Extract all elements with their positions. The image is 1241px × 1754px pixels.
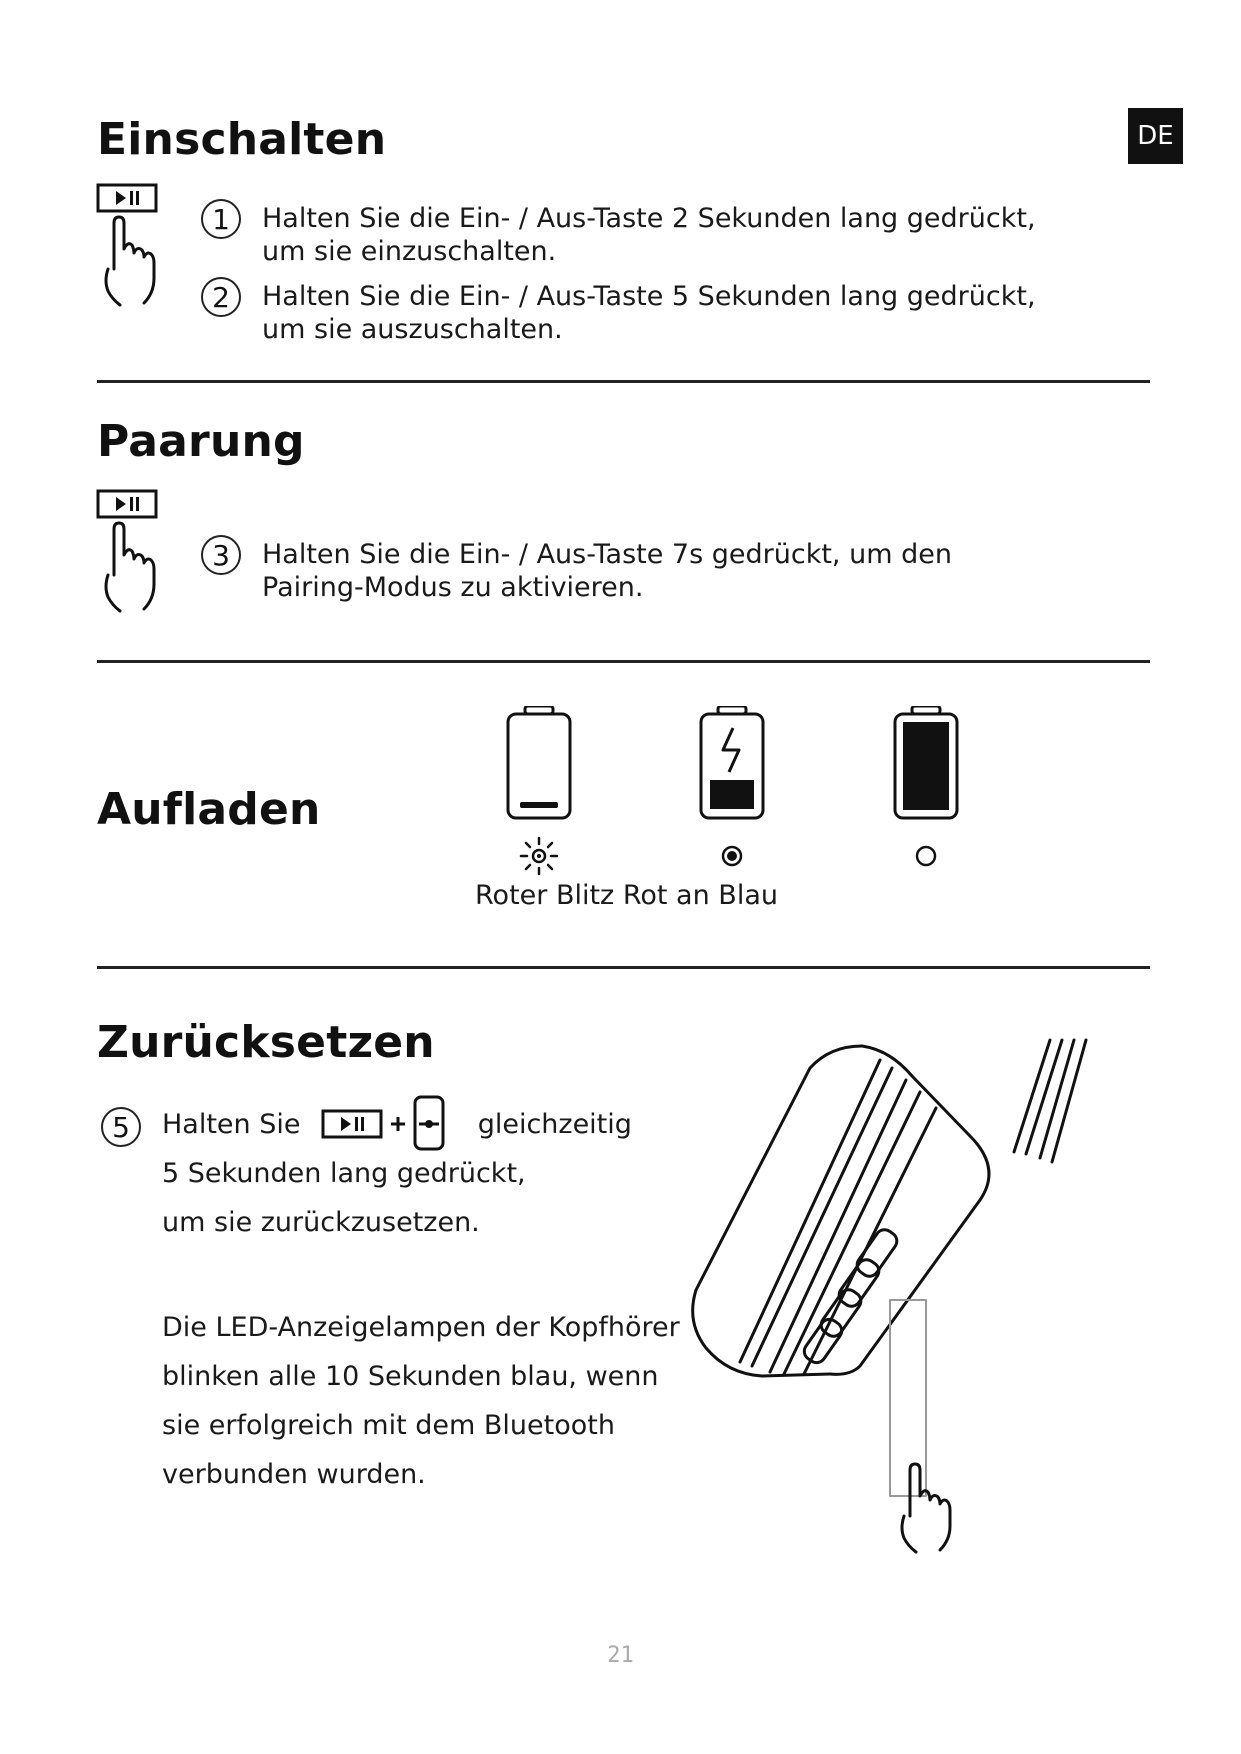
led-on-icon bbox=[723, 847, 741, 865]
step-1-text bbox=[262, 202, 1036, 268]
step-number-2: 2 bbox=[201, 277, 241, 317]
power-hand-illustration bbox=[96, 183, 166, 313]
step-2-line-2: um sie auszuschalten. bbox=[262, 314, 563, 345]
battery-full-icon bbox=[895, 706, 957, 818]
battery-empty-icon bbox=[508, 706, 570, 818]
step-2-text bbox=[262, 280, 1036, 346]
step-3-line-1: Halten Sie die Ein- / Aus-Taste 7s gedrückt, um den bbox=[262, 539, 952, 570]
reset-instructions bbox=[162, 1100, 632, 1247]
play-pause-button-icon bbox=[98, 185, 156, 211]
step-3-text bbox=[262, 538, 952, 604]
play-pause-button-icon bbox=[98, 491, 156, 517]
plus-icon bbox=[391, 1117, 405, 1131]
battery-charging-icon bbox=[701, 706, 763, 818]
step-1-line-2: um sie einzuschalten. bbox=[262, 236, 557, 267]
section-divider bbox=[97, 660, 1150, 663]
section-title-charging: Aufladen bbox=[97, 784, 321, 835]
headphone-earcup-illustration bbox=[680, 1032, 1100, 1572]
step-number-3: 3 bbox=[201, 535, 241, 575]
led-note-line-3: sie erfolgreich mit dem Bluetooth bbox=[162, 1410, 615, 1441]
led-note-line-1: Die LED-Anzeigelampen der Kopfhörer bbox=[162, 1312, 680, 1343]
reset-line-3: um sie zurückzusetzen. bbox=[162, 1207, 480, 1238]
section-title-reset: Zurücksetzen bbox=[97, 1017, 435, 1068]
pointing-hand-icon bbox=[106, 217, 154, 305]
reset-line-2: 5 Sekunden lang gedrückt, bbox=[162, 1158, 526, 1189]
language-badge: DE bbox=[1128, 108, 1183, 164]
led-note bbox=[162, 1303, 680, 1499]
reset-line-1 bbox=[162, 1100, 632, 1149]
charging-states-illustration bbox=[500, 706, 970, 876]
step-number-5: 5 bbox=[101, 1107, 141, 1147]
reset-line-1-start: Halten Sie bbox=[162, 1109, 301, 1140]
led-note-line-2: blinken alle 10 Sekunden blau, wenn bbox=[162, 1361, 659, 1392]
led-note-line-4: verbunden wurden. bbox=[162, 1459, 426, 1490]
section-title-pairing: Paarung bbox=[97, 416, 305, 467]
pointing-hand-icon bbox=[106, 523, 154, 611]
led-blinking-icon bbox=[521, 838, 557, 874]
volume-button-icon bbox=[415, 1097, 443, 1149]
step-2-line-1: Halten Sie die Ein- / Aus-Taste 5 Sekunden lang gedrückt, bbox=[262, 281, 1036, 312]
reset-line-1-end: gleichzeitig bbox=[477, 1109, 632, 1140]
section-divider bbox=[97, 380, 1150, 383]
step-3-line-2: Pairing-Modus zu aktivieren. bbox=[262, 572, 644, 603]
section-title-power: Einschalten bbox=[97, 114, 387, 165]
play-pause-button-icon bbox=[323, 1111, 381, 1137]
page-number: 21 bbox=[607, 1643, 634, 1668]
pairing-hand-illustration bbox=[96, 489, 166, 619]
charging-caption: Roter Blitz Rot an Blau bbox=[475, 880, 778, 911]
step-number-1: 1 bbox=[201, 199, 241, 239]
led-off-icon bbox=[917, 847, 935, 865]
button-combination-icon bbox=[315, 1094, 465, 1152]
step-1-line-1: Halten Sie die Ein- / Aus-Taste 2 Sekunden lang gedrückt, bbox=[262, 203, 1036, 234]
section-divider bbox=[97, 966, 1150, 969]
